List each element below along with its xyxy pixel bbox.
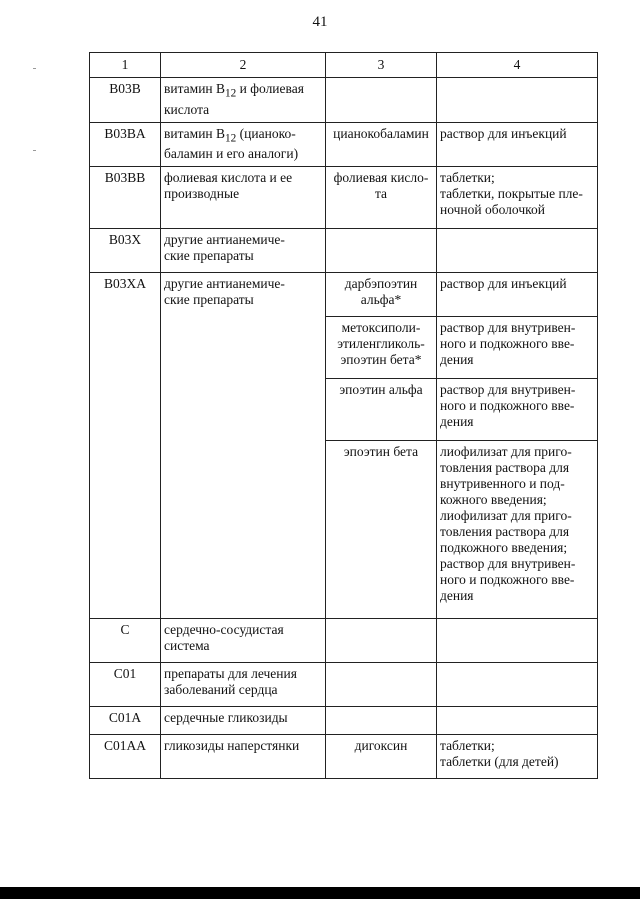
dosage-form: таблетки; таблетки, покрытые пле- ночной оболочкой [437, 167, 598, 229]
table-row [90, 167, 598, 229]
atc-code: C01A [90, 707, 161, 735]
name-text: (цианоко- баламин и его аналоги) [164, 125, 299, 162]
table-row [90, 273, 598, 317]
group-name [161, 78, 326, 123]
atc-code: B03X [90, 229, 161, 273]
atc-code: C01 [90, 663, 161, 707]
dosage-form [437, 663, 598, 707]
atc-code: C01AA [90, 735, 161, 779]
scan-mark [33, 150, 36, 151]
group-name: препараты для лечения заболеваний сердца [161, 663, 326, 707]
dosage-form: раствор для внутривен- ного и подкожного вве- дения [437, 379, 598, 441]
dosage-form: раствор для инъекций [437, 273, 598, 317]
dosage-form [437, 78, 598, 123]
drug-name: эпоэтин бета [326, 441, 437, 619]
group-name: гликозиды наперстянки [161, 735, 326, 779]
page-number: 41 [312, 14, 328, 30]
atc-code: B03B [90, 78, 161, 123]
name-text: и фолиевая кислота [164, 81, 304, 117]
table-row [90, 707, 598, 735]
column-header-3: 3 [326, 53, 437, 78]
column-header-1: 1 [90, 53, 161, 78]
name-text: витамин B [164, 125, 226, 141]
drug-name [326, 663, 437, 707]
group-name [161, 122, 326, 167]
atc-code: B03BB [90, 167, 161, 229]
drug-name [326, 619, 437, 663]
dosage-form [437, 619, 598, 663]
table-row [90, 663, 598, 707]
group-name: другие антианемиче- ские препараты [161, 229, 326, 273]
dosage-form: таблетки; таблетки (для детей) [437, 735, 598, 779]
drug-name [326, 78, 437, 123]
group-name: сердечные гликозиды [161, 707, 326, 735]
group-name: другие антианемиче- ские препараты [161, 273, 326, 619]
drug-table [89, 52, 598, 779]
subscript: 12 [225, 132, 237, 145]
table-row [90, 735, 598, 779]
drug-name [326, 229, 437, 273]
dosage-form [437, 707, 598, 735]
atc-code: C [90, 619, 161, 663]
column-header-2: 2 [161, 53, 326, 78]
dosage-form [437, 229, 598, 273]
scan-mark [33, 68, 36, 69]
dosage-form: лиофилизат для приго- товления раствора для внутривенного и под- кожного введения; лиофилизат для приго- товления раствора для подкожного введения; раствор для внутривен- ного и подкожного вве- дения [437, 441, 598, 619]
table-header-row [90, 53, 598, 78]
name-text: витамин B [164, 81, 226, 96]
table-row [90, 619, 598, 663]
dosage-form: раствор для инъекций [437, 122, 598, 167]
table-row [90, 122, 598, 167]
column-header-4: 4 [437, 53, 598, 78]
drug-name [326, 707, 437, 735]
drug-name: фолиевая кисло- та [326, 167, 437, 229]
scan-edge-bar [0, 887, 640, 899]
group-name: фолиевая кислота и ее производные [161, 167, 326, 229]
drug-name: дигоксин [326, 735, 437, 779]
subscript: 12 [225, 87, 237, 100]
group-name: сердечно-сосудистая система [161, 619, 326, 663]
table-row [90, 229, 598, 273]
drug-name: эпоэтин альфа [326, 379, 437, 441]
atc-code: B03XA [90, 273, 161, 619]
drug-name: цианокобаламин [326, 122, 437, 167]
atc-code: B03BA [90, 122, 161, 167]
drug-name: метоксиполи- этиленгликоль- эпоэтин бета* [326, 317, 437, 379]
drug-name: дарбэпоэтин альфа* [326, 273, 437, 317]
dosage-form: раствор для внутривен- ного и подкожного вве- дения [437, 317, 598, 379]
table-row [90, 78, 598, 123]
